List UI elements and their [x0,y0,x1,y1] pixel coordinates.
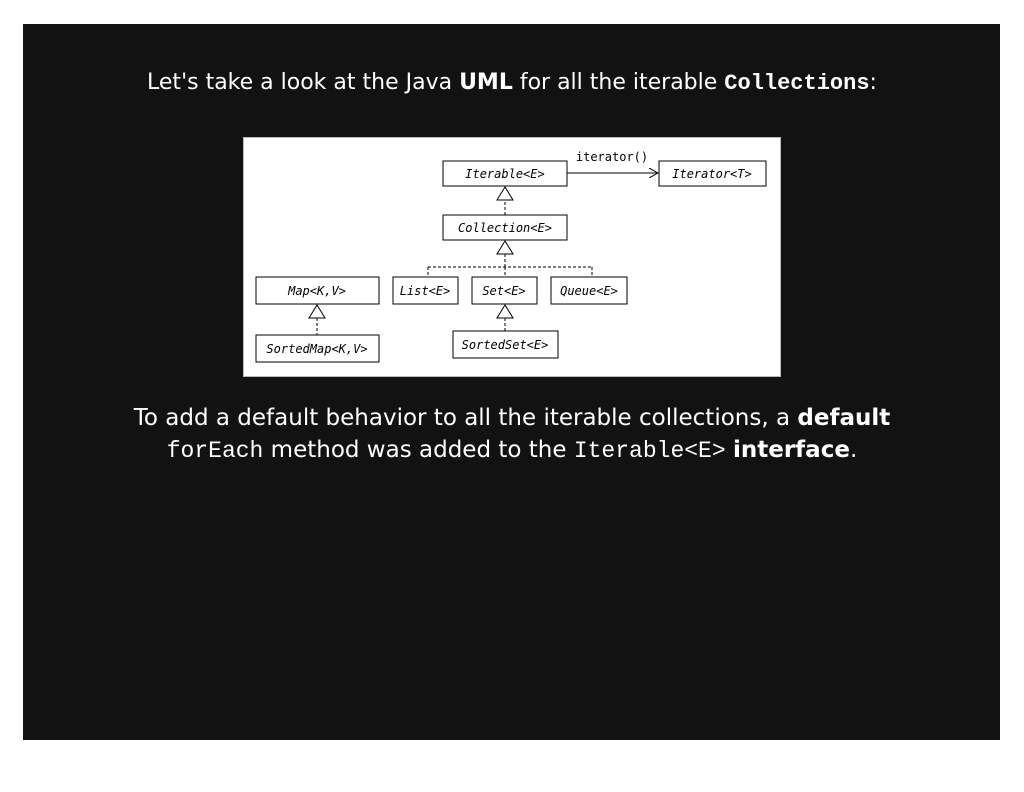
paragraph-line-2 [0,437,1024,464]
paragraph-line-1 [0,405,1024,431]
iterator-method-label: iterator() [575,150,649,164]
iterable-realization-triangle [497,187,513,200]
paragraph-part1: To add a default behavior to all the iterable collections, a [133,405,798,431]
sortedset-label: SortedSet<E> [461,338,549,352]
paragraph-iterable-code: Iterable<E> [573,438,726,464]
queue-label: Queue<E> [560,284,618,298]
iterator-label: Iterator<T> [672,167,752,181]
paragraph-interface-keyword: interface [732,437,850,463]
paragraph-part2: method was added to the [263,437,574,463]
set-realization-triangle [497,305,513,318]
heading-prefix: Let's take a look at the Java [147,70,460,95]
heading-collections-code: Collections [724,71,870,96]
map-label: Map<K,V> [288,284,346,298]
heading-middle: for all the iterable [512,70,725,95]
slide-background [23,24,1000,740]
uml-diagram-svg [244,138,782,378]
heading-suffix: : [869,70,877,95]
collection-label: Collection<E> [458,221,552,235]
set-label: Set<E> [482,284,526,298]
list-label: List<E> [399,284,451,298]
iterable-label: Iterable<E> [465,167,545,181]
sortedmap-label: SortedMap<K,V> [266,342,368,356]
collection-realization-triangle [497,241,513,254]
paragraph-period: . [849,437,858,463]
paragraph-foreach-code: forEach [166,438,264,464]
heading-uml: UML [459,70,513,95]
paragraph-default-keyword: default [797,405,891,431]
map-realization-triangle [309,305,325,318]
paragraph-space [726,437,733,463]
uml-diagram [243,137,781,377]
slide-heading [0,70,1024,96]
